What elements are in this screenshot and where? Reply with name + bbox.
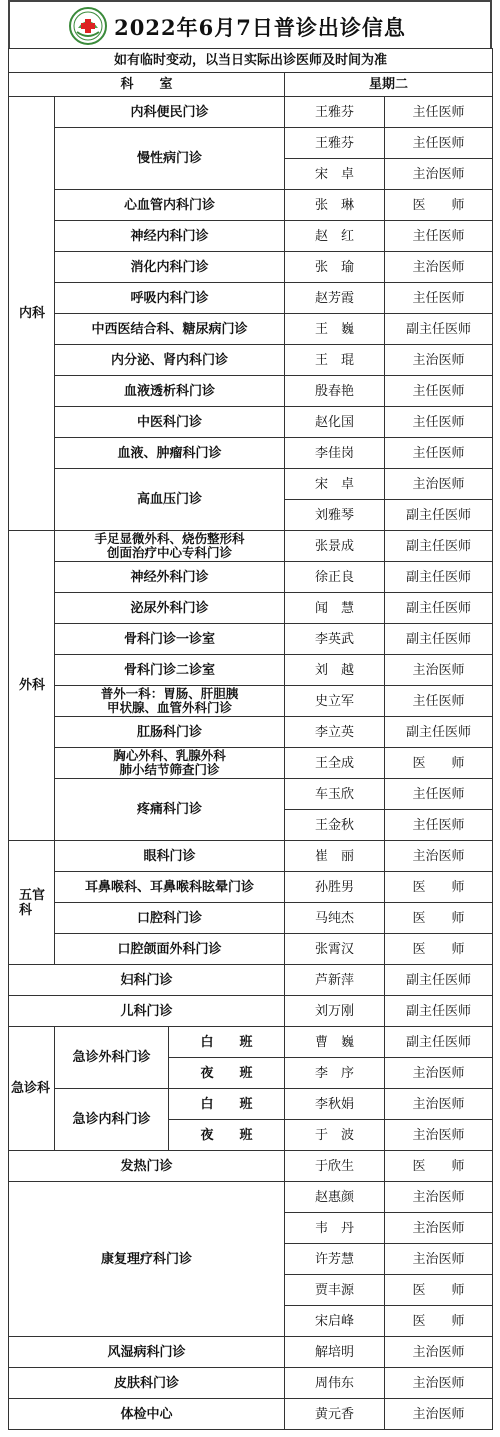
doctor-cell: 徐正良 bbox=[285, 562, 385, 593]
dept-cell: 风湿病科门诊 bbox=[9, 1337, 285, 1368]
title-cell: 主治医师 bbox=[385, 1337, 493, 1368]
dept-cell: 泌尿外科门诊 bbox=[55, 593, 285, 624]
doctor-cell: 李立英 bbox=[285, 717, 385, 748]
doctor-cell: 赵惠颜 bbox=[285, 1182, 385, 1213]
title-cell: 主治医师 bbox=[385, 1399, 493, 1430]
doctor-cell: 解培明 bbox=[285, 1337, 385, 1368]
title-cell: 副主任医师 bbox=[385, 593, 493, 624]
table-row bbox=[9, 252, 493, 283]
title-cell: 主治医师 bbox=[385, 1213, 493, 1244]
title-cell: 副主任医师 bbox=[385, 624, 493, 655]
title-cell: 主任医师 bbox=[385, 97, 493, 128]
table-row bbox=[9, 717, 493, 748]
dept-cell: 疼痛科门诊 bbox=[55, 779, 285, 841]
dept-cell: 消化内科门诊 bbox=[55, 252, 285, 283]
dept-cell: 心血管内科门诊 bbox=[55, 190, 285, 221]
doctor-cell: 闻 慧 bbox=[285, 593, 385, 624]
doctor-cell: 张霄汉 bbox=[285, 934, 385, 965]
table-row bbox=[9, 314, 493, 345]
group-label: 外科 bbox=[9, 531, 55, 841]
dept-cell: 眼科门诊 bbox=[55, 841, 285, 872]
header-day: 星期二 bbox=[285, 73, 493, 97]
title-cell: 主任医师 bbox=[385, 810, 493, 841]
table-row bbox=[9, 407, 493, 438]
title-cell: 副主任医师 bbox=[385, 717, 493, 748]
header-dept: 科 室 bbox=[9, 73, 285, 97]
group-label: 急诊科 bbox=[9, 1027, 55, 1151]
dept-cell: 血液、肿瘤科门诊 bbox=[55, 438, 285, 469]
table-row bbox=[9, 996, 493, 1027]
doctor-cell: 李佳岗 bbox=[285, 438, 385, 469]
table-row bbox=[9, 748, 493, 779]
dept-cell: 血液透析科门诊 bbox=[55, 376, 285, 407]
table-row bbox=[9, 345, 493, 376]
dept-cell: 骨科门诊一诊室 bbox=[55, 624, 285, 655]
title-cell: 主治医师 bbox=[385, 1244, 493, 1275]
table-row bbox=[9, 562, 493, 593]
dept-cell: 内科便民门诊 bbox=[55, 97, 285, 128]
title-cell: 主治医师 bbox=[385, 1120, 493, 1151]
title-cell: 副主任医师 bbox=[385, 500, 493, 531]
dept-cell: 妇科门诊 bbox=[9, 965, 285, 996]
title-cell: 主任医师 bbox=[385, 376, 493, 407]
dept-cell: 肛肠科门诊 bbox=[55, 717, 285, 748]
doctor-cell: 李秋娟 bbox=[285, 1089, 385, 1120]
dept-cell: 呼吸内科门诊 bbox=[55, 283, 285, 314]
title-cell: 主任医师 bbox=[385, 438, 493, 469]
doctor-cell: 李英武 bbox=[285, 624, 385, 655]
table-row bbox=[9, 1337, 493, 1368]
notice-text: 如有临时变动，以当日实际出诊医师及时间为准 bbox=[9, 49, 493, 73]
table-row bbox=[9, 965, 493, 996]
doctor-cell: 宋启峰 bbox=[285, 1306, 385, 1337]
doctor-cell: 史立军 bbox=[285, 686, 385, 717]
dept-cell: 体检中心 bbox=[9, 1399, 285, 1430]
table-row bbox=[9, 283, 493, 314]
table-row bbox=[9, 841, 493, 872]
dept-cell: 慢性病门诊 bbox=[55, 128, 285, 190]
title-cell: 副主任医师 bbox=[385, 965, 493, 996]
table-row bbox=[9, 221, 493, 252]
doctor-cell: 赵芳霞 bbox=[285, 283, 385, 314]
title-cell: 主治医师 bbox=[385, 1058, 493, 1089]
doctor-cell: 车玉欣 bbox=[285, 779, 385, 810]
table-row bbox=[9, 128, 493, 159]
table-row bbox=[9, 1368, 493, 1399]
group-label: 五官科 bbox=[9, 841, 55, 965]
dept-cell: 发热门诊 bbox=[9, 1151, 285, 1182]
doctor-cell: 刘 越 bbox=[285, 655, 385, 686]
doctor-cell: 赵化国 bbox=[285, 407, 385, 438]
title-cell: 医 师 bbox=[385, 1151, 493, 1182]
title-cell: 医 师 bbox=[385, 934, 493, 965]
dept-cell: 中医科门诊 bbox=[55, 407, 285, 438]
doctor-cell: 许芳慧 bbox=[285, 1244, 385, 1275]
table-row bbox=[9, 1089, 493, 1120]
dept-cell: 急诊内科门诊 bbox=[55, 1089, 169, 1151]
doctor-cell: 王 琨 bbox=[285, 345, 385, 376]
title-cell: 主任医师 bbox=[385, 407, 493, 438]
title-cell: 主治医师 bbox=[385, 159, 493, 190]
dept-cell: 内分泌、肾内科门诊 bbox=[55, 345, 285, 376]
dept-cell: 普外一科：胃肠、肝胆胰 甲状腺、血管外科门诊 bbox=[55, 686, 285, 717]
table-row bbox=[9, 872, 493, 903]
table-row bbox=[9, 376, 493, 407]
table-row bbox=[9, 469, 493, 500]
title-cell: 副主任医师 bbox=[385, 314, 493, 345]
table-row bbox=[9, 438, 493, 469]
doctor-cell: 刘雅琴 bbox=[285, 500, 385, 531]
title-cell: 医 师 bbox=[385, 190, 493, 221]
dept-cell: 口腔颌面外科门诊 bbox=[55, 934, 285, 965]
table-row bbox=[9, 1182, 493, 1213]
table-row bbox=[9, 1027, 493, 1058]
page-header bbox=[8, 0, 492, 48]
doctor-cell: 张 琳 bbox=[285, 190, 385, 221]
table-row bbox=[9, 531, 493, 562]
table-row bbox=[9, 624, 493, 655]
doctor-cell: 贾丰源 bbox=[285, 1275, 385, 1306]
table-row bbox=[9, 1151, 493, 1182]
table-row bbox=[9, 97, 493, 128]
title-cell: 医 师 bbox=[385, 1306, 493, 1337]
dept-cell: 高血压门诊 bbox=[55, 469, 285, 531]
doctor-cell: 于 波 bbox=[285, 1120, 385, 1151]
doctor-cell: 于欣生 bbox=[285, 1151, 385, 1182]
title-cell: 副主任医师 bbox=[385, 996, 493, 1027]
doctor-cell: 崔 丽 bbox=[285, 841, 385, 872]
dept-cell: 口腔科门诊 bbox=[55, 903, 285, 934]
dept-cell: 急诊外科门诊 bbox=[55, 1027, 169, 1089]
doctor-cell: 王全成 bbox=[285, 748, 385, 779]
title-cell: 主任医师 bbox=[385, 283, 493, 314]
title-cell: 主治医师 bbox=[385, 1182, 493, 1213]
doctor-cell: 宋 卓 bbox=[285, 469, 385, 500]
doctor-cell: 刘万刚 bbox=[285, 996, 385, 1027]
doctor-cell: 马纯杰 bbox=[285, 903, 385, 934]
shift-cell: 白 班 bbox=[169, 1027, 285, 1058]
doctor-cell: 芦新萍 bbox=[285, 965, 385, 996]
title-cell: 主任医师 bbox=[385, 686, 493, 717]
doctor-cell: 黄元香 bbox=[285, 1399, 385, 1430]
dept-cell: 皮肤科门诊 bbox=[9, 1368, 285, 1399]
table-row bbox=[9, 686, 493, 717]
doctor-cell: 韦 丹 bbox=[285, 1213, 385, 1244]
group-label: 内科 bbox=[9, 97, 55, 531]
title-cell: 主治医师 bbox=[385, 1089, 493, 1120]
title-cell: 副主任医师 bbox=[385, 562, 493, 593]
doctor-cell: 王 巍 bbox=[285, 314, 385, 345]
title-cell: 主治医师 bbox=[385, 469, 493, 500]
title-cell: 副主任医师 bbox=[385, 1027, 493, 1058]
shift-cell: 夜 班 bbox=[169, 1058, 285, 1089]
title-cell: 主治医师 bbox=[385, 655, 493, 686]
dept-cell: 康复理疗科门诊 bbox=[9, 1182, 285, 1337]
title-cell: 医 师 bbox=[385, 872, 493, 903]
dept-cell: 儿科门诊 bbox=[9, 996, 285, 1027]
dept-cell: 胸心外科、乳腺外科 肺小结节筛查门诊 bbox=[55, 748, 285, 779]
table-row bbox=[9, 903, 493, 934]
title-cell: 医 师 bbox=[385, 1275, 493, 1306]
doctor-cell: 王雅芬 bbox=[285, 97, 385, 128]
title-cell: 医 师 bbox=[385, 748, 493, 779]
doctor-cell: 曹 巍 bbox=[285, 1027, 385, 1058]
table-row bbox=[9, 934, 493, 965]
title-cell: 副主任医师 bbox=[385, 531, 493, 562]
doctor-cell: 周伟东 bbox=[285, 1368, 385, 1399]
title-cell: 主任医师 bbox=[385, 221, 493, 252]
title-cell: 主治医师 bbox=[385, 345, 493, 376]
table-row bbox=[9, 655, 493, 686]
page-title: 2022年6月7日普诊出诊信息 bbox=[114, 15, 406, 40]
shift-cell: 白 班 bbox=[169, 1089, 285, 1120]
doctor-cell: 殷春艳 bbox=[285, 376, 385, 407]
doctor-cell: 张 瑜 bbox=[285, 252, 385, 283]
dept-cell: 神经外科门诊 bbox=[55, 562, 285, 593]
table-row bbox=[9, 190, 493, 221]
dept-cell: 骨科门诊二诊室 bbox=[55, 655, 285, 686]
title-cell: 主任医师 bbox=[385, 779, 493, 810]
doctor-cell: 孙胜男 bbox=[285, 872, 385, 903]
title-cell: 主治医师 bbox=[385, 252, 493, 283]
table-row bbox=[9, 1399, 493, 1430]
dept-cell: 耳鼻喉科、耳鼻喉科眩晕门诊 bbox=[55, 872, 285, 903]
dept-cell: 神经内科门诊 bbox=[55, 221, 285, 252]
title-cell: 主任医师 bbox=[385, 128, 493, 159]
doctor-cell: 李 序 bbox=[285, 1058, 385, 1089]
doctor-cell: 宋 卓 bbox=[285, 159, 385, 190]
doctor-cell: 赵 红 bbox=[285, 221, 385, 252]
dept-cell: 中西医结合科、糖尿病门诊 bbox=[55, 314, 285, 345]
doctor-cell: 张景成 bbox=[285, 531, 385, 562]
title-cell: 医 师 bbox=[385, 903, 493, 934]
table-row bbox=[9, 593, 493, 624]
table-row bbox=[9, 779, 493, 810]
doctor-cell: 王金秋 bbox=[285, 810, 385, 841]
shift-cell: 夜 班 bbox=[169, 1120, 285, 1151]
doctor-cell: 王雅芬 bbox=[285, 128, 385, 159]
title-cell: 主治医师 bbox=[385, 841, 493, 872]
schedule-table bbox=[8, 48, 493, 1430]
dept-cell: 手足显微外科、烧伤整形科 创面治疗中心专科门诊 bbox=[55, 531, 285, 562]
title-cell: 主治医师 bbox=[385, 1368, 493, 1399]
